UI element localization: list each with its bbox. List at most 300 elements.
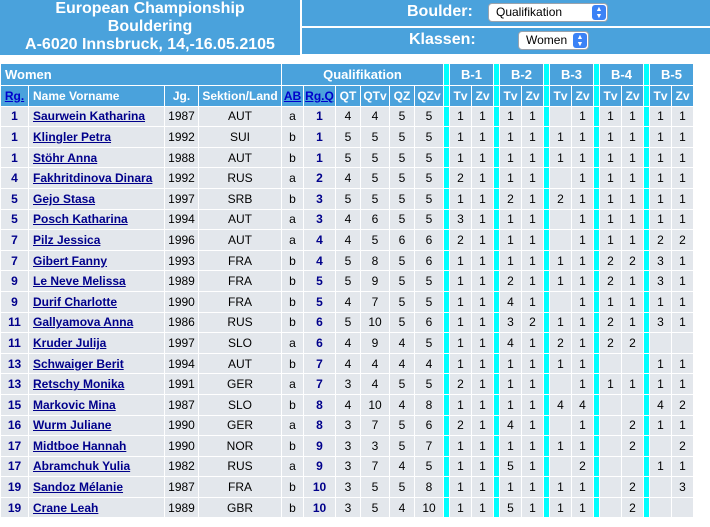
- qual-rank: 10: [304, 477, 336, 498]
- b1-zv: 1: [472, 271, 494, 292]
- b2-zv: 1: [522, 291, 544, 312]
- b2-zv: 1: [522, 497, 544, 518]
- birth-year: 1996: [165, 230, 199, 251]
- b5-zv: 2: [672, 436, 694, 457]
- b2-tv: 1: [500, 250, 522, 271]
- b3-zv: 1: [572, 374, 594, 395]
- b4-tv: 1: [600, 127, 622, 148]
- b4-zv: 1: [622, 271, 644, 292]
- b1-tv: 2: [450, 415, 472, 436]
- b1-zv: 1: [472, 168, 494, 189]
- qzv: 8: [415, 477, 444, 498]
- b2-tv: 1: [500, 147, 522, 168]
- b2-tv: 1: [500, 353, 522, 374]
- b5-zv: 1: [672, 250, 694, 271]
- qz: 5: [390, 477, 415, 498]
- qtv: 7: [361, 415, 390, 436]
- athlete-name-link[interactable]: Schwaiger Berit: [29, 353, 165, 374]
- qtv: 5: [361, 127, 390, 148]
- qtv: 6: [361, 209, 390, 230]
- athlete-name-link[interactable]: Saurwein Katharina: [29, 106, 165, 127]
- b2-zv: 1: [522, 415, 544, 436]
- event-title-line-1: European Championship: [55, 0, 245, 17]
- col-qt: QT: [336, 86, 361, 107]
- rank: 13: [1, 374, 29, 395]
- b5-zv: [672, 497, 694, 518]
- qz: 5: [390, 147, 415, 168]
- birth-year: 1990: [165, 436, 199, 457]
- b5-zv: 1: [672, 168, 694, 189]
- b4-zv: 2: [622, 250, 644, 271]
- group-ab: b: [282, 147, 304, 168]
- b5-tv: 4: [650, 394, 672, 415]
- b1-tv: 1: [450, 291, 472, 312]
- qz: 5: [390, 291, 415, 312]
- b4-tv: 2: [600, 333, 622, 354]
- rank: 19: [1, 477, 29, 498]
- qual-rank: 7: [304, 353, 336, 374]
- b2-zv: 1: [522, 394, 544, 415]
- birth-year: 1990: [165, 415, 199, 436]
- table-row: [1, 415, 694, 436]
- boulder-select[interactable]: [488, 3, 608, 22]
- country: SUI: [199, 127, 282, 148]
- qtv: 5: [361, 230, 390, 251]
- birth-year: 1994: [165, 353, 199, 374]
- b2-zv: 1: [522, 168, 544, 189]
- b3-tv: [550, 209, 572, 230]
- qz: 5: [390, 415, 415, 436]
- boulder-label: Boulder:: [407, 3, 473, 20]
- b5-tv: 2: [650, 230, 672, 251]
- b1-tv: 1: [450, 127, 472, 148]
- boulder-header-1: B-1: [450, 64, 494, 86]
- rank: 13: [1, 353, 29, 374]
- qual-rank: 3: [304, 209, 336, 230]
- rank: 11: [1, 333, 29, 354]
- b3-zv: 1: [572, 415, 594, 436]
- b3-zv: 1: [572, 147, 594, 168]
- b2-zv: 1: [522, 271, 544, 292]
- athlete-name-link[interactable]: Stöhr Anna: [29, 147, 165, 168]
- b5-tv: [650, 436, 672, 457]
- b4-zv: 2: [622, 436, 644, 457]
- b3-tv: [550, 168, 572, 189]
- b2-tv: 4: [500, 415, 522, 436]
- qz: 6: [390, 230, 415, 251]
- qt: 4: [336, 106, 361, 127]
- col-tv: Tv: [550, 86, 572, 107]
- athlete-name-link[interactable]: Klingler Petra: [29, 127, 165, 148]
- qtv: 9: [361, 333, 390, 354]
- b5-zv: 1: [672, 353, 694, 374]
- b2-tv: 1: [500, 127, 522, 148]
- b2-tv: 1: [500, 230, 522, 251]
- b5-zv: 1: [672, 106, 694, 127]
- b4-tv: 1: [600, 374, 622, 395]
- athlete-name-link[interactable]: Wurm Juliane: [29, 415, 165, 436]
- qzv: 5: [415, 333, 444, 354]
- b1-zv: 1: [472, 374, 494, 395]
- b1-tv: 1: [450, 394, 472, 415]
- klassen-select-value: Women: [526, 33, 568, 47]
- country: NOR: [199, 436, 282, 457]
- qt: 3: [336, 415, 361, 436]
- b1-tv: 1: [450, 106, 472, 127]
- athlete-name-link[interactable]: Durif Charlotte: [29, 291, 165, 312]
- b4-tv: 1: [600, 230, 622, 251]
- b5-tv: 1: [650, 353, 672, 374]
- b1-tv: 1: [450, 456, 472, 477]
- qt: 5: [336, 271, 361, 292]
- group-ab: b: [282, 312, 304, 333]
- birth-year: 1987: [165, 106, 199, 127]
- group-ab: b: [282, 497, 304, 518]
- b3-tv: 1: [550, 127, 572, 148]
- b5-zv: 1: [672, 312, 694, 333]
- group-ab: b: [282, 436, 304, 457]
- qt: 4: [336, 353, 361, 374]
- col-tv: Tv: [450, 86, 472, 107]
- b2-tv: 2: [500, 188, 522, 209]
- b1-zv: 1: [472, 497, 494, 518]
- table-row: [1, 168, 694, 189]
- table-row: [1, 456, 694, 477]
- qzv: 5: [415, 106, 444, 127]
- b3-tv: 1: [550, 250, 572, 271]
- athlete-name-link[interactable]: Crane Leah: [29, 497, 165, 518]
- rank: 16: [1, 415, 29, 436]
- qual-rank: 9: [304, 456, 336, 477]
- birth-year: 1989: [165, 497, 199, 518]
- b4-zv: 2: [622, 477, 644, 498]
- col-qtv: QTv: [361, 86, 390, 107]
- table-row: [1, 250, 694, 271]
- group-ab: b: [282, 271, 304, 292]
- qzv: 6: [415, 230, 444, 251]
- b2-zv: 1: [522, 188, 544, 209]
- table-row: [1, 497, 694, 518]
- b2-zv: 1: [522, 374, 544, 395]
- b1-zv: 1: [472, 394, 494, 415]
- rank: 7: [1, 230, 29, 251]
- qzv: 5: [415, 188, 444, 209]
- b1-zv: 1: [472, 456, 494, 477]
- rank: 7: [1, 250, 29, 271]
- qual-rank: 4: [304, 230, 336, 251]
- header: [0, 0, 710, 57]
- qtv: 8: [361, 250, 390, 271]
- b4-zv: 1: [622, 374, 644, 395]
- table-row: [1, 333, 694, 354]
- chevron-up-down-icon: ▲ ▼: [573, 33, 587, 48]
- b2-zv: 1: [522, 333, 544, 354]
- qualifikation-label: Qualifikation: [282, 64, 444, 86]
- group-ab: a: [282, 456, 304, 477]
- qzv: 10: [415, 497, 444, 518]
- birth-year: 1990: [165, 291, 199, 312]
- b5-zv: 3: [672, 477, 694, 498]
- athlete-name-link[interactable]: Kruder Julija: [29, 333, 165, 354]
- b1-tv: 3: [450, 209, 472, 230]
- qzv: 5: [415, 271, 444, 292]
- table-row: [1, 209, 694, 230]
- country: GER: [199, 374, 282, 395]
- country: FRA: [199, 477, 282, 498]
- b3-zv: 1: [572, 106, 594, 127]
- qzv: 4: [415, 353, 444, 374]
- b4-zv: 1: [622, 188, 644, 209]
- athlete-name-link[interactable]: Posch Katharina: [29, 209, 165, 230]
- qtv: 4: [361, 353, 390, 374]
- athlete-name-link[interactable]: Markovic Mina: [29, 394, 165, 415]
- b2-tv: 3: [500, 312, 522, 333]
- qz: 5: [390, 106, 415, 127]
- b3-tv: 1: [550, 147, 572, 168]
- boulder-header-5: B-5: [650, 64, 694, 86]
- col-tv: Tv: [650, 86, 672, 107]
- col-zv: Zv: [472, 86, 494, 107]
- boulder-filter: [302, 0, 710, 26]
- b1-zv: 1: [472, 250, 494, 271]
- b4-tv: 2: [600, 271, 622, 292]
- qtv: 10: [361, 394, 390, 415]
- b4-zv: [622, 353, 644, 374]
- col-name: Name Vorname: [29, 86, 165, 107]
- b2-tv: 1: [500, 209, 522, 230]
- qual-rank: 1: [304, 147, 336, 168]
- col-rg-link[interactable]: Rg.: [1, 86, 29, 107]
- b4-tv: [600, 394, 622, 415]
- b5-zv: 1: [672, 147, 694, 168]
- b5-zv: 1: [672, 291, 694, 312]
- group-ab: a: [282, 209, 304, 230]
- country: RUS: [199, 168, 282, 189]
- qt: 4: [336, 230, 361, 251]
- b2-tv: 5: [500, 497, 522, 518]
- col-zv: Zv: [572, 86, 594, 107]
- athlete-name-link[interactable]: Gibert Fanny: [29, 250, 165, 271]
- athlete-name-link[interactable]: Gejo Stasa: [29, 188, 165, 209]
- col-sektion: Sektion/Land: [199, 86, 282, 107]
- athlete-name-link[interactable]: Midtboe Hannah: [29, 436, 165, 457]
- b1-zv: 1: [472, 333, 494, 354]
- table-row: [1, 374, 694, 395]
- b4-tv: 2: [600, 312, 622, 333]
- b3-zv: 1: [572, 250, 594, 271]
- athlete-name-link[interactable]: Le Neve Melissa: [29, 271, 165, 292]
- b1-tv: 1: [450, 436, 472, 457]
- qt: 3: [336, 456, 361, 477]
- country: SRB: [199, 188, 282, 209]
- rank: 9: [1, 271, 29, 292]
- b3-tv: [550, 374, 572, 395]
- b1-tv: 1: [450, 333, 472, 354]
- b3-zv: 1: [572, 188, 594, 209]
- b5-zv: 2: [672, 230, 694, 251]
- qtv: 5: [361, 168, 390, 189]
- qt: 5: [336, 127, 361, 148]
- b4-tv: 2: [600, 250, 622, 271]
- b4-zv: 2: [622, 497, 644, 518]
- qual-rank: 1: [304, 127, 336, 148]
- col-zv: Zv: [672, 86, 694, 107]
- b4-zv: 1: [622, 168, 644, 189]
- b2-tv: 1: [500, 106, 522, 127]
- b5-tv: 1: [650, 147, 672, 168]
- b1-tv: 2: [450, 374, 472, 395]
- b4-zv: [622, 456, 644, 477]
- b3-tv: 2: [550, 333, 572, 354]
- country: GER: [199, 415, 282, 436]
- qual-rank: 4: [304, 250, 336, 271]
- col-ab-link[interactable]: AB: [282, 86, 304, 107]
- qual-rank: 3: [304, 188, 336, 209]
- athlete-name-link[interactable]: Gallyamova Anna: [29, 312, 165, 333]
- b4-zv: 2: [622, 333, 644, 354]
- country: AUT: [199, 106, 282, 127]
- country: FRA: [199, 271, 282, 292]
- b3-zv: 1: [572, 436, 594, 457]
- rank: 15: [1, 394, 29, 415]
- country: AUT: [199, 353, 282, 374]
- b2-tv: 1: [500, 374, 522, 395]
- qzv: 6: [415, 415, 444, 436]
- qt: 5: [336, 147, 361, 168]
- b2-zv: 1: [522, 230, 544, 251]
- b1-tv: 1: [450, 188, 472, 209]
- b5-zv: 1: [672, 271, 694, 292]
- b4-tv: [600, 497, 622, 518]
- b5-tv: 1: [650, 168, 672, 189]
- qz: 4: [390, 456, 415, 477]
- qz: 5: [390, 436, 415, 457]
- b3-zv: 1: [572, 168, 594, 189]
- col-jg: Jg.: [165, 86, 199, 107]
- qz: 5: [390, 168, 415, 189]
- qzv: 6: [415, 250, 444, 271]
- athlete-name-link[interactable]: Retschy Monika: [29, 374, 165, 395]
- b1-tv: 2: [450, 230, 472, 251]
- b1-zv: 1: [472, 415, 494, 436]
- qt: 5: [336, 312, 361, 333]
- col-qz: QZ: [390, 86, 415, 107]
- birth-year: 1987: [165, 477, 199, 498]
- b3-zv: 1: [572, 230, 594, 251]
- qtv: 4: [361, 374, 390, 395]
- qz: 4: [390, 333, 415, 354]
- b3-zv: 1: [572, 291, 594, 312]
- qz: 5: [390, 127, 415, 148]
- birth-year: 1997: [165, 333, 199, 354]
- birth-year: 1986: [165, 312, 199, 333]
- athlete-name-link[interactable]: Pilz Jessica: [29, 230, 165, 251]
- b5-tv: 1: [650, 415, 672, 436]
- qtv: 5: [361, 477, 390, 498]
- qzv: 5: [415, 374, 444, 395]
- b5-zv: [672, 333, 694, 354]
- b1-zv: 1: [472, 436, 494, 457]
- table-row: [1, 106, 694, 127]
- b3-tv: 1: [550, 312, 572, 333]
- b3-tv: 1: [550, 497, 572, 518]
- b5-tv: 3: [650, 250, 672, 271]
- rank: 1: [1, 127, 29, 148]
- b3-tv: 1: [550, 477, 572, 498]
- athlete-name-link[interactable]: Abramchuk Yulia: [29, 456, 165, 477]
- b2-zv: 1: [522, 353, 544, 374]
- group-label: Women: [1, 64, 282, 86]
- b3-tv: 4: [550, 394, 572, 415]
- athlete-name-link[interactable]: Sandoz Mélanie: [29, 477, 165, 498]
- b3-tv: [550, 106, 572, 127]
- group-ab: a: [282, 230, 304, 251]
- b4-zv: 1: [622, 106, 644, 127]
- b3-zv: 1: [572, 209, 594, 230]
- col-qzv: QZv: [415, 86, 444, 107]
- col-zv: Zv: [622, 86, 644, 107]
- qt: 5: [336, 188, 361, 209]
- rank: 1: [1, 147, 29, 168]
- klassen-select[interactable]: [518, 31, 589, 50]
- birth-year: 1993: [165, 250, 199, 271]
- rank: 9: [1, 291, 29, 312]
- athlete-name-link[interactable]: Fakhritdinova Dinara: [29, 168, 165, 189]
- rank: 17: [1, 436, 29, 457]
- b5-tv: [650, 333, 672, 354]
- b5-tv: 1: [650, 188, 672, 209]
- qtv: 5: [361, 188, 390, 209]
- b5-zv: 1: [672, 127, 694, 148]
- qual-rank: 2: [304, 168, 336, 189]
- b4-zv: 1: [622, 127, 644, 148]
- boulder-header-3: B-3: [550, 64, 594, 86]
- group-ab: b: [282, 353, 304, 374]
- b3-tv: [550, 415, 572, 436]
- b1-zv: 1: [472, 188, 494, 209]
- qt: 4: [336, 291, 361, 312]
- country: SLO: [199, 394, 282, 415]
- group-ab: a: [282, 415, 304, 436]
- b4-tv: 1: [600, 209, 622, 230]
- b3-zv: 1: [572, 271, 594, 292]
- b5-tv: 1: [650, 291, 672, 312]
- qual-rank: 6: [304, 312, 336, 333]
- table-row: [1, 291, 694, 312]
- birth-year: 1992: [165, 168, 199, 189]
- b2-tv: 1: [500, 477, 522, 498]
- rank: 19: [1, 497, 29, 518]
- table-row: [1, 436, 694, 457]
- birth-year: 1982: [165, 456, 199, 477]
- birth-year: 1987: [165, 394, 199, 415]
- col-tv: Tv: [500, 86, 522, 107]
- qtv: 5: [361, 497, 390, 518]
- b5-tv: 1: [650, 456, 672, 477]
- col-zv: Zv: [522, 86, 544, 107]
- b1-tv: 1: [450, 497, 472, 518]
- qzv: 8: [415, 394, 444, 415]
- b1-zv: 1: [472, 353, 494, 374]
- rank: 5: [1, 188, 29, 209]
- country: SLO: [199, 333, 282, 354]
- b4-tv: [600, 436, 622, 457]
- group-ab: a: [282, 333, 304, 354]
- col-rgq-link[interactable]: Rg.Q: [304, 86, 336, 107]
- b2-zv: 1: [522, 209, 544, 230]
- b5-tv: 1: [650, 127, 672, 148]
- b2-zv: 1: [522, 106, 544, 127]
